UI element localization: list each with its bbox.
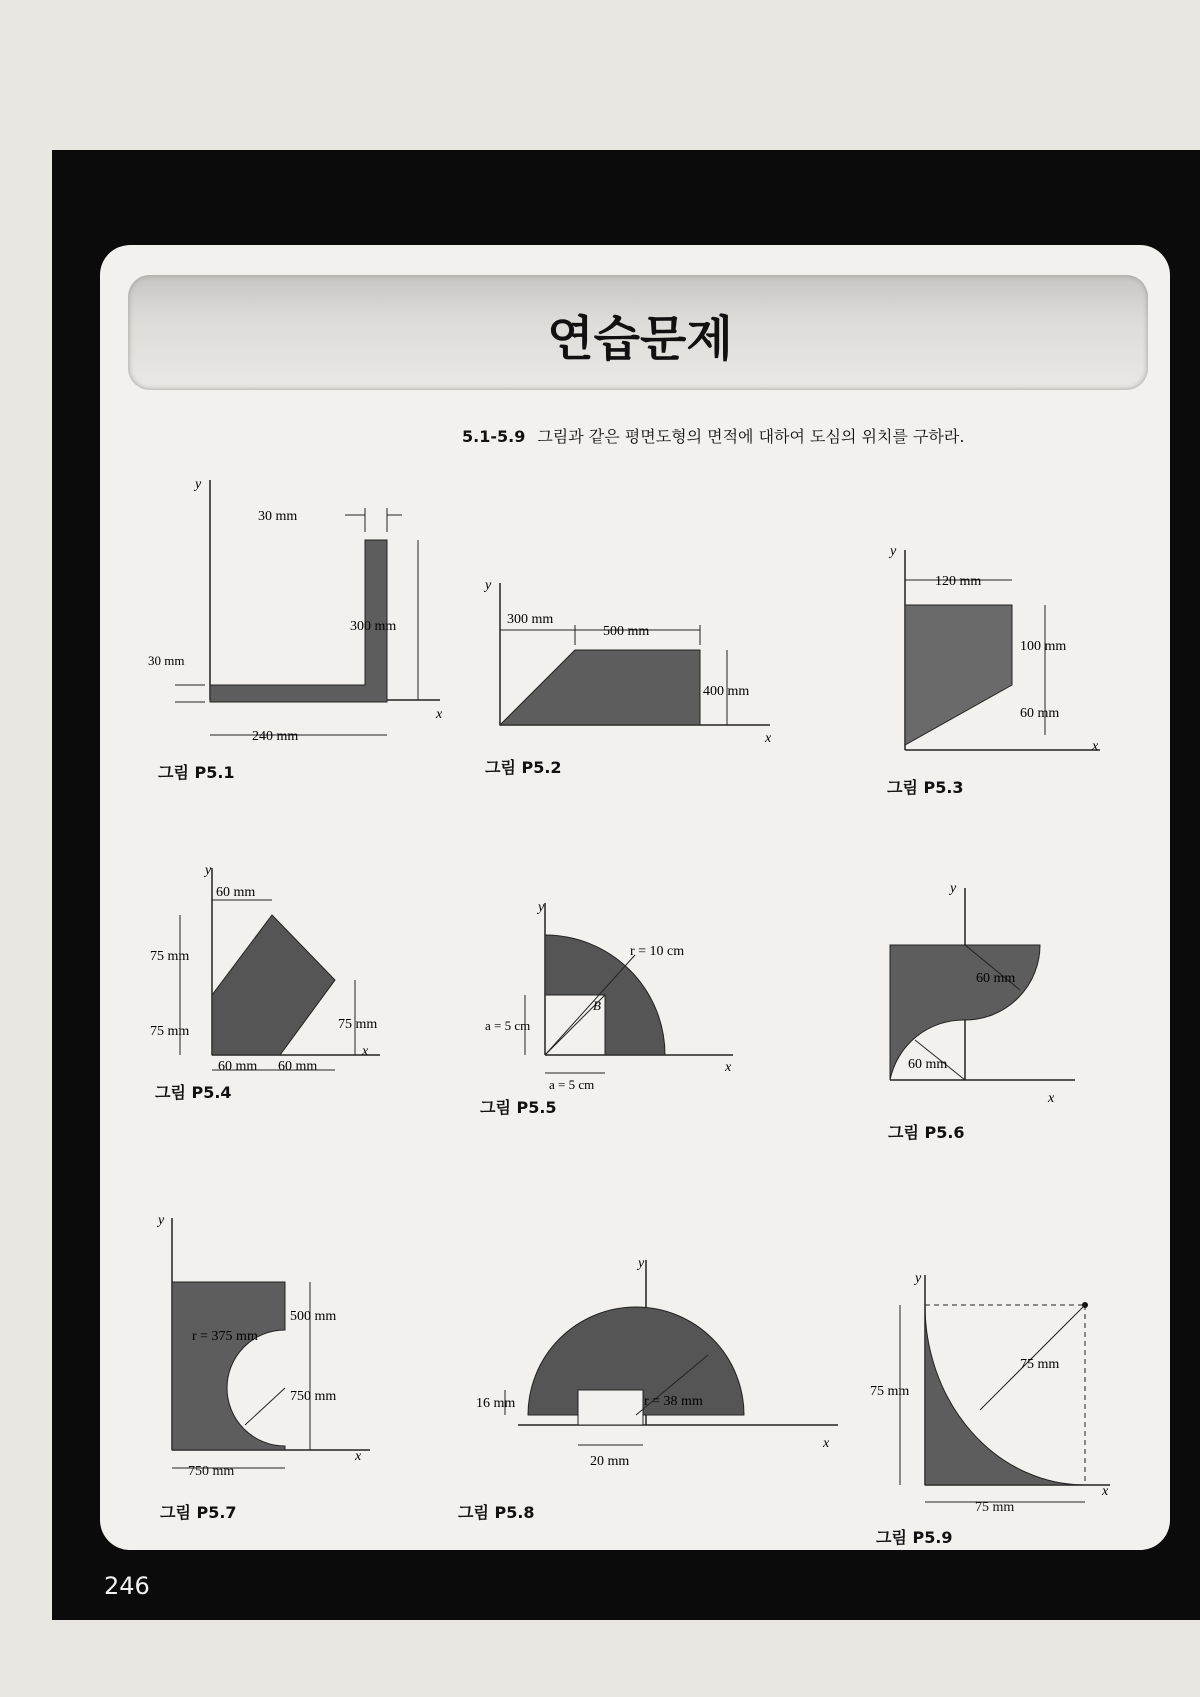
dim-thickness-left: 30 mm [148, 653, 185, 668]
dim-a-horizontal: a = 5 cm [549, 1077, 595, 1092]
figure-caption: 그림 P5.6 [888, 1123, 965, 1142]
axis-y-label: y [890, 544, 897, 559]
figure-caption: 그림 P5.1 [158, 763, 235, 782]
figure-shape [500, 650, 700, 725]
figure-shape [212, 915, 335, 1055]
dim-width: 120 mm [935, 574, 982, 589]
axis-x-label: x [1048, 1091, 1055, 1106]
axis-y-label: y [638, 1256, 645, 1271]
dim-thickness-top: 30 mm [258, 509, 298, 524]
dim-lower-height: 60 mm [1020, 706, 1060, 721]
dim-lower-radius: 60 mm [908, 1057, 948, 1072]
axis-y-label: y [485, 578, 492, 593]
problem-statement [462, 424, 964, 447]
dim-offset: 300 mm [507, 612, 554, 627]
dim-width: 750 mm [188, 1464, 235, 1479]
section-title: 연습문제 [547, 311, 733, 367]
axis-x-label: x [725, 1060, 732, 1075]
axis-x-label: x [355, 1449, 362, 1464]
figure-caption: 그림 P5.2 [485, 758, 562, 777]
figure-line [245, 1388, 285, 1425]
dim-radius: r = 38 mm [644, 1394, 703, 1409]
point-b-label: B [593, 998, 601, 1013]
axis-y-label: y [538, 900, 545, 915]
dim-top-width: 500 mm [603, 624, 650, 639]
dim-width: 20 mm [590, 1454, 630, 1469]
figure-line [578, 1390, 643, 1425]
axis-x-label: x [1102, 1484, 1109, 1499]
axis-y-label: y [195, 477, 202, 492]
figure-caption: 그림 P5.3 [887, 778, 964, 797]
dim-radius: r = 10 cm [630, 944, 685, 959]
figure-shape [172, 1282, 285, 1450]
dim-radius: 75 mm [1020, 1357, 1060, 1372]
dim-upper-radius: 60 mm [976, 971, 1016, 986]
figure-shape [925, 1305, 1085, 1485]
dim-bottom-right: 60 mm [278, 1059, 318, 1074]
problem-number: 5.1-5.9 [462, 427, 526, 446]
figure-p5-9 [870, 1270, 1130, 1547]
dim-height: 300 mm [350, 619, 397, 634]
axis-y-label: y [915, 1271, 922, 1286]
axis-y-label: y [158, 1213, 165, 1228]
figure-p5-5 [480, 895, 745, 1117]
dim-left-upper: 75 mm [150, 949, 190, 964]
dim-width: 240 mm [252, 729, 299, 744]
dim-left-lower: 75 mm [150, 1024, 190, 1039]
figure-caption: 그림 P5.9 [876, 1528, 953, 1547]
figure-p5-1 [140, 470, 443, 782]
figure-caption: 그림 P5.4 [155, 1083, 232, 1102]
axis-x-label: x [362, 1044, 369, 1059]
figure-caption: 그림 P5.5 [480, 1098, 557, 1117]
dim-height: 400 mm [703, 684, 750, 699]
figure-p5-2 [475, 575, 775, 777]
axis-x-label: x [823, 1436, 830, 1451]
axis-y-label: y [950, 881, 957, 896]
page-number: 246 [104, 1572, 150, 1600]
dim-width: 75 mm [975, 1500, 1015, 1515]
axis-y-label: y [205, 863, 212, 878]
figure-p5-3 [880, 544, 1120, 797]
figure-p5-7 [150, 1210, 390, 1522]
dim-height: 16 mm [476, 1396, 516, 1411]
dim-height: 75 mm [870, 1384, 910, 1399]
axis-x-label: x [765, 731, 772, 746]
figure-caption: 그림 P5.7 [160, 1503, 237, 1522]
dim-top: 60 mm [216, 885, 256, 900]
dim-bottom-left: 60 mm [218, 1059, 258, 1074]
dim-right: 75 mm [338, 1017, 378, 1032]
dim-radius: r = 375 mm [192, 1329, 258, 1344]
figure-p5-6 [880, 880, 1100, 1142]
axis-x-label: x [436, 707, 443, 722]
figure-p5-8 [458, 1255, 848, 1522]
figure-caption: 그림 P5.8 [458, 1503, 535, 1522]
dim-top-height: 500 mm [290, 1309, 337, 1324]
figure-shape [905, 605, 1012, 745]
dim-right-height: 100 mm [1020, 639, 1067, 654]
figure-p5-4 [150, 860, 400, 1102]
problem-text: 그림과 같은 평면도형의 면적에 대하여 도심의 위치를 구하라. [537, 427, 965, 446]
dim-a-vertical: a = 5 cm [485, 1018, 531, 1033]
axis-x-label: x [1092, 739, 1099, 754]
dim-bottom-height: 750 mm [290, 1389, 337, 1404]
